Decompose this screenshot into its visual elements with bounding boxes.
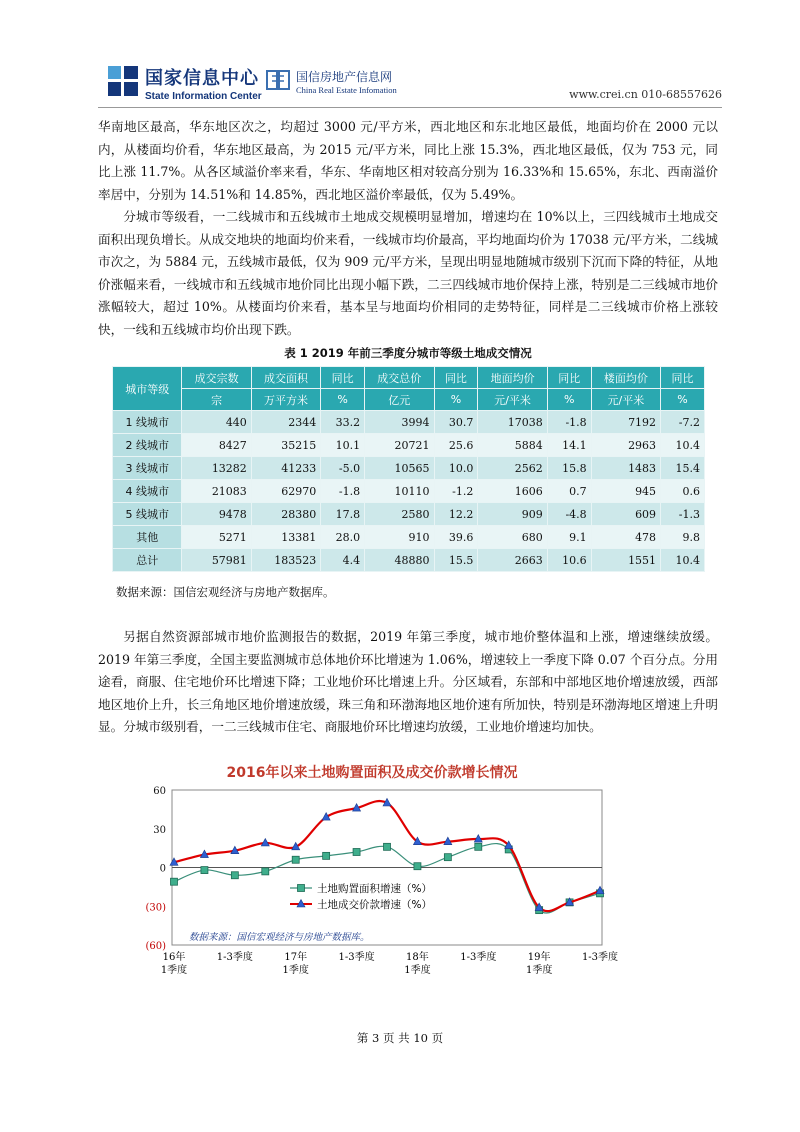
legend-label: 土地成交价款增速（%） — [317, 899, 432, 911]
table-cell: 909 — [478, 503, 547, 526]
table-row — [113, 434, 705, 457]
table-cell: 9478 — [182, 503, 251, 526]
table-cell: 440 — [182, 411, 251, 434]
col-unit: 万平方米 — [251, 389, 320, 411]
table-cell: 15.8 — [547, 457, 591, 480]
table-cell: 10.1 — [321, 434, 365, 457]
crei-logo — [266, 68, 290, 92]
table-cell: -1.2 — [434, 480, 478, 503]
table-cell: 33.2 — [321, 411, 365, 434]
org-name-cn: 国家信息中心 — [145, 68, 259, 89]
header-divider — [98, 107, 722, 108]
table-cell: 5271 — [182, 526, 251, 549]
col-unit: 宗 — [182, 389, 251, 411]
city-level-cell: 3 线城市 — [113, 457, 182, 480]
data-point-area — [384, 843, 391, 850]
table-cell: 3994 — [365, 411, 434, 434]
table-cell: 15.4 — [661, 457, 705, 480]
data-point-area — [171, 878, 178, 885]
table-row — [113, 526, 705, 549]
col-unit: % — [434, 389, 478, 411]
table-cell: 10110 — [365, 480, 434, 503]
city-level-cell: 2 线城市 — [113, 434, 182, 457]
table-cell: 609 — [591, 503, 660, 526]
data-point-area — [323, 852, 330, 859]
table-cell: 10.4 — [661, 434, 705, 457]
chart-source-note: 数据来源：国信宏观经济与房地产数据库。 — [189, 932, 370, 943]
col-name: 成交宗数 — [182, 367, 251, 389]
table-cell: 48880 — [365, 549, 434, 572]
table-cell: 8427 — [182, 434, 251, 457]
table-cell: 13282 — [182, 457, 251, 480]
col-name: 同比 — [434, 367, 478, 389]
table-cell: 10.4 — [661, 549, 705, 572]
city-level-cell: 4 线城市 — [113, 480, 182, 503]
crei-name-cn: 国信房地产信息网 — [296, 70, 393, 84]
table-cell: 1551 — [591, 549, 660, 572]
chart-title: 2016年以来土地购置面积及成交价款增长情况 — [226, 765, 518, 781]
col-unit: % — [661, 389, 705, 411]
col-name: 同比 — [661, 367, 705, 389]
paragraph-land-price-monitoring: 另据自然资源部城市地价监测报告的数据，2019 年第三季度，城市地价整体温和上涨，增速继续放缓。2019 年第三季度，全国主要监测城市总体地价环比增速为 1.06%，增速较上一季度下降 0.07 个百分点。分用途看，商服、住宅地价环比增速下降；工业地价环比增速上升。分区域看，东部和中部地区地价增速放缓，西部地区地价上升，长三角地区地价增速放缓，珠三角和环渤海地区地价速有所加快，特别是环渤海地区增速上升明显。分城市级别看，一二三线城市住宅、商服地价环比增速均放缓，工业地价增速均加快。 — [98, 629, 718, 734]
y-tick-label: 0 — [159, 863, 166, 875]
table-cell: 680 — [478, 526, 547, 549]
table-cell: 2580 — [365, 503, 434, 526]
table-cell: -1.3 — [661, 503, 705, 526]
table-cell: 17038 — [478, 411, 547, 434]
state-information-center-logo — [108, 66, 138, 96]
data-point-area — [292, 856, 299, 863]
y-tick-label: (30) — [145, 902, 166, 914]
data-point-area — [414, 863, 421, 870]
table-cell: 9.1 — [547, 526, 591, 549]
table-cell: 62970 — [251, 480, 320, 503]
table-cell: 13381 — [251, 526, 320, 549]
table-cell: 183523 — [251, 549, 320, 572]
table-cell: -7.2 — [661, 411, 705, 434]
paragraph-city-level: 分城市等级看，一二线城市和五线城市土地成交规模明显增加，增速均在 10%以上，三四线城市土地成交面积出现负增长。从成交地块的地面均价来看，一线城市均价最高，平均地面均价为 17038 元/平方米，二线城市次之，为 5884 元，五线城市最低，仅为 909 元/平方米，呈现出明显地随城市级别下沉而下降的特征，从地价涨幅来看，一线城市和五线城市地价同比出现小幅下跌，二三四线城市地价保持上涨，特别是二三线城市地价涨幅较大，超过 10%。从楼面均价来看，基本呈与地面均价相同的走势特征，同样是二三线城市价格上涨较快，一线和五线城市均价出现下跌。 — [98, 209, 718, 337]
y-tick-label: 30 — [153, 824, 166, 836]
table-cell: 1606 — [478, 480, 547, 503]
data-point-area — [201, 867, 208, 874]
legend-marker-area — [298, 885, 305, 892]
table-row — [113, 457, 705, 480]
col-name: 成交总价 — [365, 367, 434, 389]
city-level-cell: 1 线城市 — [113, 411, 182, 434]
table-cell: 2344 — [251, 411, 320, 434]
table-cell: 28380 — [251, 503, 320, 526]
city-level-cell: 5 线城市 — [113, 503, 182, 526]
table-cell: 9.8 — [661, 526, 705, 549]
table-cell: -1.8 — [547, 411, 591, 434]
table-cell: 12.2 — [434, 503, 478, 526]
table-cell: 945 — [591, 480, 660, 503]
table-cell: 17.8 — [321, 503, 365, 526]
table-cell: 0.6 — [661, 480, 705, 503]
table-cell: 10.0 — [434, 457, 478, 480]
crei-name-en: China Real Estate Infomation — [296, 85, 397, 95]
table-cell: 15.5 — [434, 549, 478, 572]
data-point-area — [231, 872, 238, 879]
col-unit: 元/平米 — [478, 389, 547, 411]
table-cell: 57981 — [182, 549, 251, 572]
x-tick-label-line2: 1季度 — [525, 965, 553, 976]
col-name: 同比 — [547, 367, 591, 389]
y-tick-label: (60) — [145, 941, 166, 952]
col-unit: 亿元 — [365, 389, 434, 411]
x-tick-label: 1-3季度 — [581, 952, 619, 963]
table-cell: 21083 — [182, 480, 251, 503]
x-tick-label-line2: 1季度 — [404, 965, 431, 976]
table-cell: 5884 — [478, 434, 547, 457]
x-tick-label-line2: 1季度 — [160, 965, 188, 976]
table-cell: -5.0 — [321, 457, 365, 480]
table-row — [113, 480, 705, 503]
table-row — [113, 411, 705, 434]
data-point-area — [262, 868, 269, 875]
x-tick-label: 1-3季度 — [460, 952, 497, 963]
table-cell: 14.1 — [547, 434, 591, 457]
col-unit: % — [321, 389, 365, 411]
table-cell: 0.7 — [547, 480, 591, 503]
table-title: 表 1 2019 年前三季度分城市等级土地成交情况 — [284, 346, 532, 360]
y-tick-label: 60 — [153, 786, 166, 797]
table-cell: 2562 — [478, 457, 547, 480]
land-growth-chart — [132, 755, 619, 990]
x-tick-label: 18年 — [406, 952, 429, 963]
data-point-area — [353, 849, 360, 856]
row-header: 城市等级 — [113, 367, 182, 411]
table-cell: 20721 — [365, 434, 434, 457]
page-header — [108, 62, 722, 107]
table-cell: 7192 — [591, 411, 660, 434]
paragraph-regional: 华南地区最高，华东地区次之，均超过 3000 元/平方米，西北地区和东北地区最低，地面均价在 2000 元以内，从楼面均价看，华东地区最高，为 2015 元/平方米，同比上涨 15.3%，西北地区最低，仅为 753 元，同比上涨 11.7%。从各区域溢价率来看，华东、华南地区相对较高分别为 16.33%和 15.65%，东北、西南溢价率居中，分别为 14.51%和 14.85%，西北地区溢价率最低，仅为 5.49%。 — [98, 119, 718, 202]
x-tick-label: 19年 — [527, 952, 551, 963]
x-tick-label: 1-3季度 — [216, 952, 253, 963]
col-unit: 元/平米 — [591, 389, 660, 411]
table-row — [113, 503, 705, 526]
col-name: 同比 — [321, 367, 365, 389]
table-cell: 2663 — [478, 549, 547, 572]
table-cell: 30.7 — [434, 411, 478, 434]
city-level-cell: 总计 — [113, 549, 182, 572]
x-tick-label-line2: 1季度 — [282, 965, 309, 976]
crei-name-block — [296, 68, 397, 95]
org-name-block — [145, 64, 262, 102]
table-cell: 28.0 — [321, 526, 365, 549]
table-cell: 35215 — [251, 434, 320, 457]
table-cell: -4.8 — [547, 503, 591, 526]
city-level-land-table — [112, 366, 705, 572]
x-tick-label: 1-3季度 — [338, 952, 375, 963]
x-tick-label: 17年 — [284, 952, 308, 963]
table-cell: 10.6 — [547, 549, 591, 572]
city-level-cell: 其他 — [113, 526, 182, 549]
org-name-en: State Information Center — [145, 91, 262, 102]
col-name: 地面均价 — [478, 367, 547, 389]
table-cell: 41233 — [251, 457, 320, 480]
contact-info: www.crei.cn 010-68557626 — [569, 88, 722, 101]
table-cell: 1483 — [591, 457, 660, 480]
table-cell: 2963 — [591, 434, 660, 457]
page-footer: 第 3 页 共 10 页 — [356, 1031, 444, 1045]
table-cell: 910 — [365, 526, 434, 549]
table-cell: 39.6 — [434, 526, 478, 549]
table-source: 数据来源：国信宏观经济与房地产数据库。 — [116, 585, 335, 599]
data-point-area — [444, 854, 451, 861]
table-cell: -1.8 — [321, 480, 365, 503]
data-point-area — [475, 843, 482, 850]
col-unit: % — [547, 389, 591, 411]
table-cell: 10565 — [365, 457, 434, 480]
table-row — [113, 549, 705, 572]
table-cell: 4.4 — [321, 549, 365, 572]
table-cell: 25.6 — [434, 434, 478, 457]
col-name: 楼面均价 — [591, 367, 660, 389]
col-name: 成交面积 — [251, 367, 320, 389]
table-cell: 478 — [591, 526, 660, 549]
x-tick-label: 16年 — [162, 952, 186, 963]
legend-label: 土地购置面积增速（%） — [317, 883, 432, 895]
